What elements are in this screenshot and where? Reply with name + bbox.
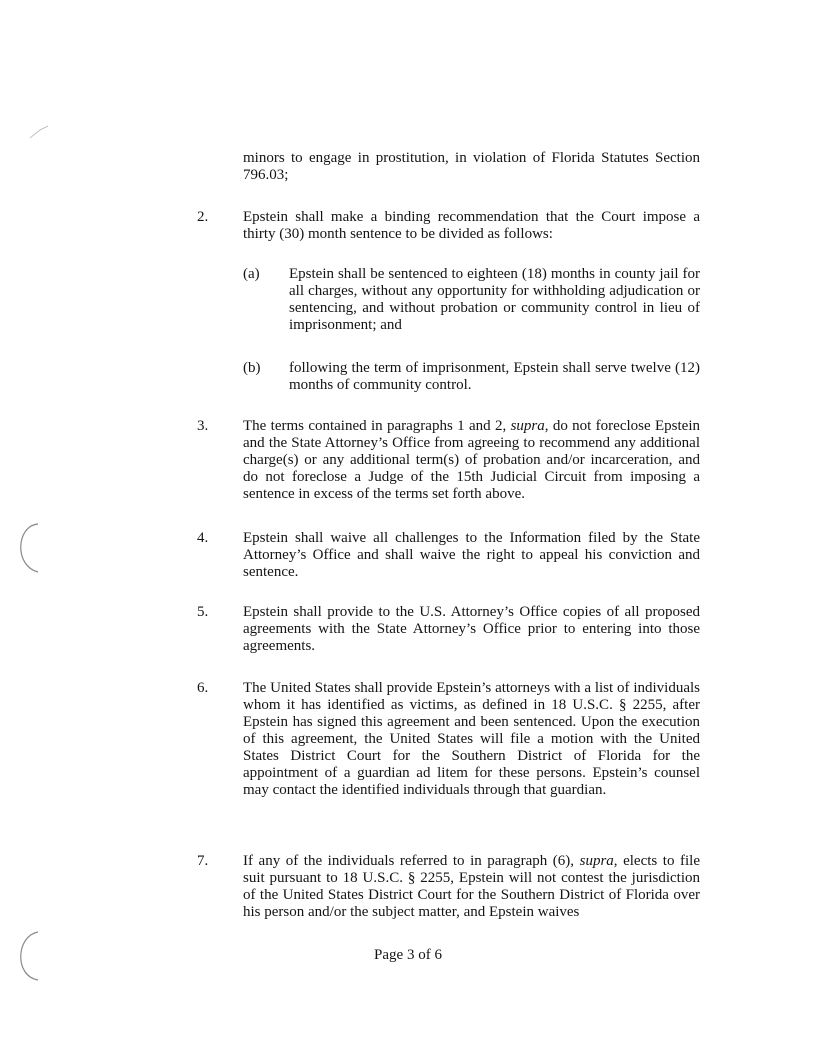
paragraph-6-text: The United States shall provide Epstein’s attorneys with a list of individuals whom it has identified as victims, as defined in 18 U.S.C. § 2255, after Epstein has signed this agreement and been sentenced. Upon the execution of this agreement, the United States will file a motion with the United States District Court for the Southern District of Florida for the appointment of a guardian ad litem for these persons. Epstein’s counsel may contact the identified individuals through that guardian. <box>243 680 700 798</box>
continuation-text: minors to engage in prostitution, in violation of Florida Statutes Section 796.03; <box>243 150 700 183</box>
subparagraph-label-b: (b) <box>243 360 261 376</box>
paragraph-number-7: 7. <box>197 853 209 869</box>
paragraph-number-6: 6. <box>197 680 209 696</box>
paragraph-7-text-end: , elects to file suit pursuant to 18 U.S.C. § 2255, Epstein will not contest the jurisdiction of the United States District Court for the Southern District of Florida over his person and/or the subject matter, and Epstein waives <box>243 853 700 920</box>
paragraph-3-text <box>243 418 700 503</box>
paragraph-2-text: Epstein shall make a binding recommendation that the Court impose a thirty (30) month sentence to be divided as follows: <box>243 209 700 242</box>
paragraph-number-2: 2. <box>197 209 209 225</box>
page-number-footer: Page 3 of 6 <box>374 947 442 963</box>
paragraph-number-5: 5. <box>197 604 209 620</box>
subparagraph-b-text: following the term of imprisonment, Epstein shall serve twelve (12) months of community control. <box>289 360 700 393</box>
paragraph-3-text-end: , do not foreclose Epstein and the State Attorney’s Office from agreeing to recommend any additional charge(s) or any additional term(s) of probation and/or incarceration, and do not foreclose a Judge of the 15th Judicial Circuit from imposing a sentence in excess of the terms set forth above. <box>243 418 700 502</box>
paragraph-3-supra: supra <box>510 418 545 434</box>
paragraph-number-3: 3. <box>197 418 209 434</box>
hole-punch-mark-top <box>8 518 42 578</box>
paragraph-3-text-start: The terms contained in paragraphs 1 and 2, <box>243 418 511 434</box>
paragraph-7-text <box>243 853 700 921</box>
paragraph-7-supra: supra <box>579 853 614 869</box>
paragraph-7-text-start: If any of the individuals referred to in paragraph (6), <box>243 853 580 869</box>
subparagraph-a-text: Epstein shall be sentenced to eighteen (18) months in county jail for all charges, without any opportunity for withholding adjudication or sentencing, and without probation or community control in lieu of imprisonment; and <box>289 266 700 333</box>
paragraph-5-text: Epstein shall provide to the U.S. Attorney’s Office copies of all proposed agreements with the State Attorney’s Office prior to entering into those agreements. <box>243 604 700 654</box>
paragraph-4-text: Epstein shall waive all challenges to the Information filed by the State Attorney’s Office and shall waive the right to appeal his conviction and sentence. <box>243 530 700 580</box>
subparagraph-label-a: (a) <box>243 266 260 282</box>
scan-speck-mark <box>28 122 52 142</box>
paragraph-number-4: 4. <box>197 530 209 546</box>
